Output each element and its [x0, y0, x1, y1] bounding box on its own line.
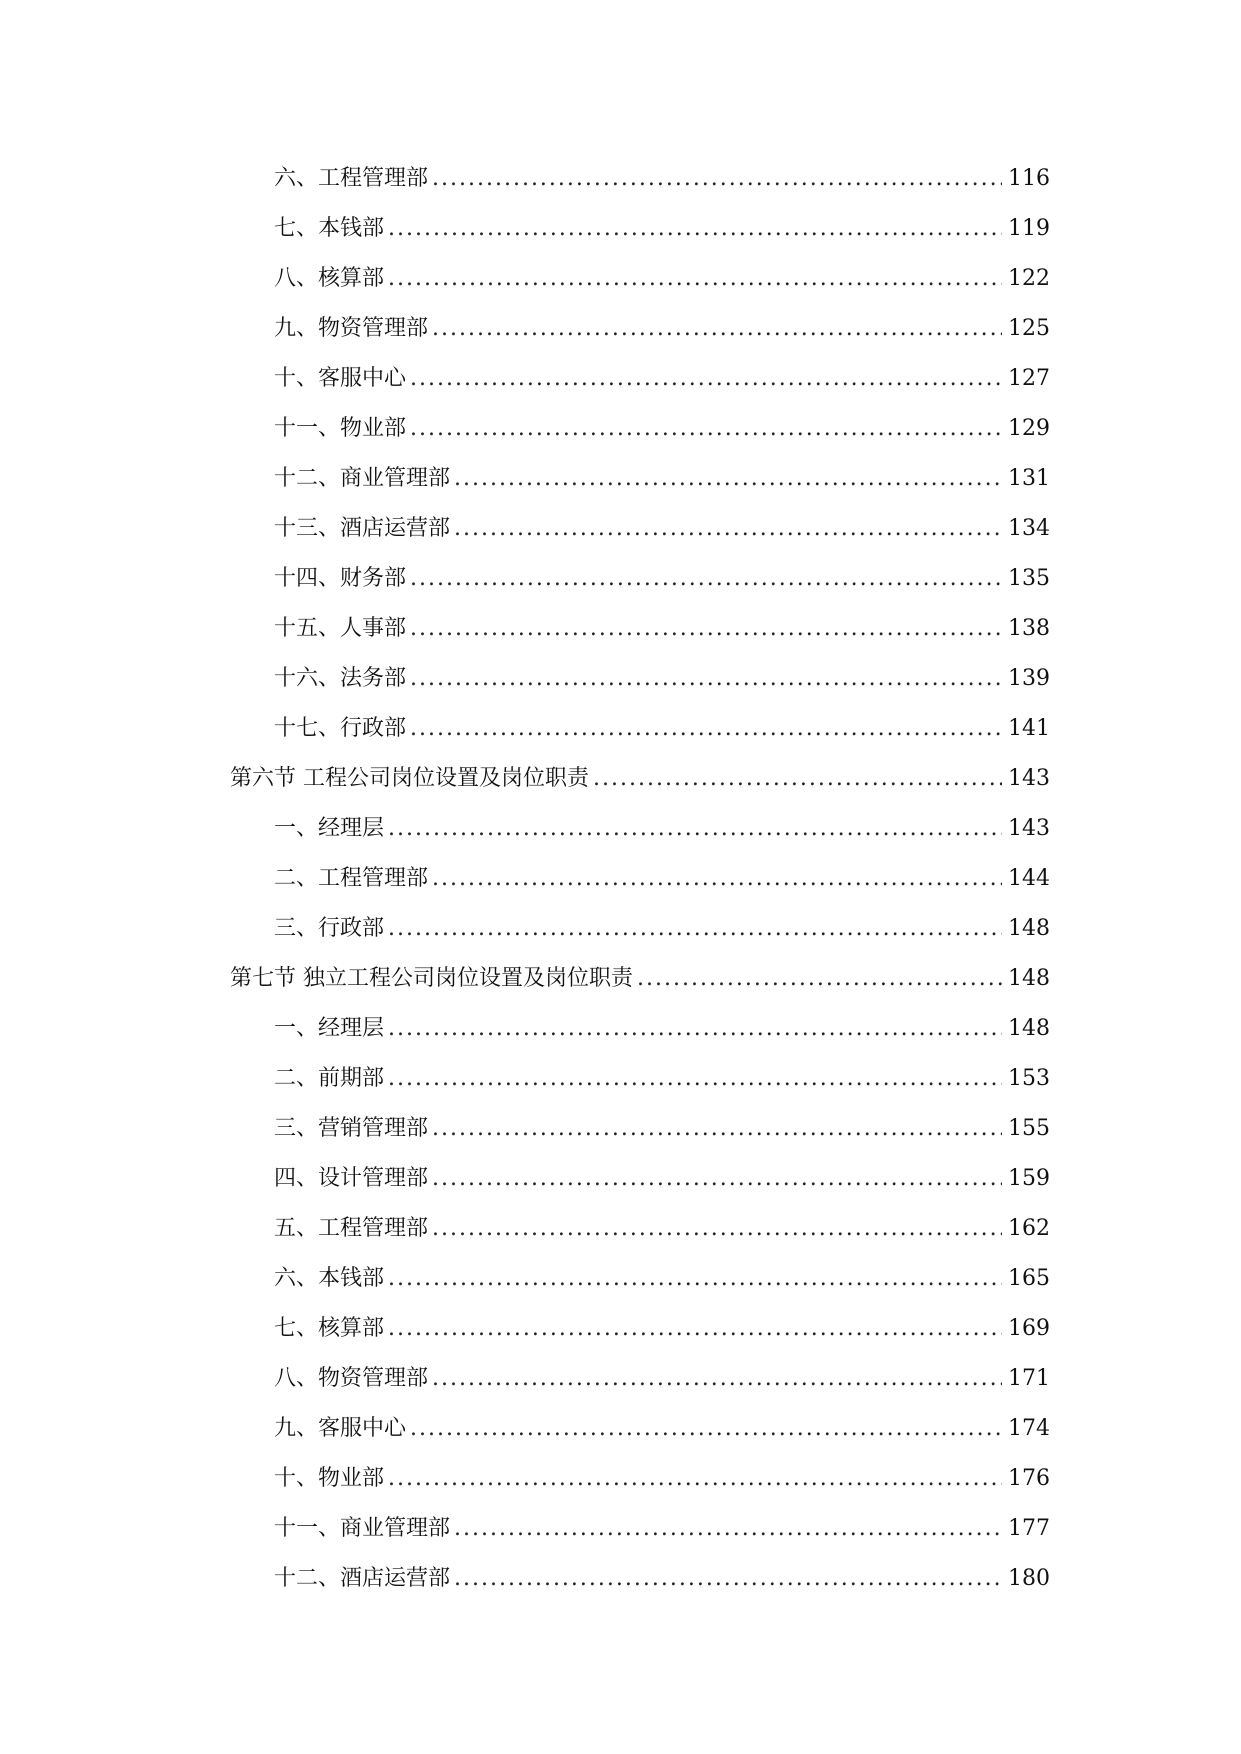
toc-entry-title: 九、客服中心 — [274, 1416, 407, 1441]
toc-subsection-entry[interactable] — [230, 404, 1050, 454]
toc-dot-leader — [388, 904, 1002, 954]
toc-entry-title: 十四、财务部 — [274, 566, 407, 591]
toc-subsection-entry[interactable] — [230, 1154, 1050, 1204]
toc-dot-leader — [432, 1104, 1002, 1154]
toc-dot-leader — [410, 704, 1002, 754]
toc-page-number: 116 — [1008, 166, 1050, 191]
toc-page-number: 171 — [1008, 1366, 1050, 1391]
toc-dot-leader — [432, 1204, 1002, 1254]
toc-section-entry[interactable] — [230, 954, 1050, 1004]
toc-entry-title: 七、本钱部 — [274, 216, 385, 241]
toc-dot-leader — [593, 754, 1002, 804]
toc-entry-title: 第六节 工程公司岗位设置及岗位职责 — [230, 766, 589, 791]
toc-subsection-entry[interactable] — [230, 854, 1050, 904]
toc-entry-title: 六、工程管理部 — [274, 166, 429, 191]
toc-entry-title: 二、工程管理部 — [274, 866, 429, 891]
toc-entry-title: 一、经理层 — [274, 816, 385, 841]
toc-dot-leader — [432, 154, 1002, 204]
toc-page-number: 143 — [1008, 766, 1050, 791]
toc-page-number: 141 — [1008, 716, 1050, 741]
toc-page-number: 153 — [1008, 1066, 1050, 1091]
toc-dot-leader — [388, 1254, 1002, 1304]
toc-subsection-entry[interactable] — [230, 1554, 1050, 1604]
toc-dot-leader — [410, 1404, 1002, 1454]
toc-subsection-entry[interactable] — [230, 1254, 1050, 1304]
toc-entry-title: 八、核算部 — [274, 266, 385, 291]
toc-subsection-entry[interactable] — [230, 1054, 1050, 1104]
toc-entry-title: 十、物业部 — [274, 1466, 385, 1491]
toc-dot-leader — [432, 1354, 1002, 1404]
toc-entry-title: 十二、商业管理部 — [274, 466, 451, 491]
toc-dot-leader — [454, 454, 1002, 504]
toc-page-number: 162 — [1008, 1216, 1050, 1241]
toc-page-number: 131 — [1008, 466, 1050, 491]
toc-page-number: 148 — [1008, 1016, 1050, 1041]
toc-subsection-entry[interactable] — [230, 504, 1050, 554]
toc-page-number: 125 — [1008, 316, 1050, 341]
toc-entry-title: 七、核算部 — [274, 1316, 385, 1341]
toc-page-number: 144 — [1008, 866, 1050, 891]
toc-page-number: 174 — [1008, 1416, 1050, 1441]
toc-dot-leader — [388, 804, 1002, 854]
toc-dot-leader — [454, 1504, 1002, 1554]
toc-entry-title: 第七节 独立工程公司岗位设置及岗位职责 — [230, 966, 633, 991]
toc-page-number: 165 — [1008, 1266, 1050, 1291]
toc-subsection-entry[interactable] — [230, 904, 1050, 954]
toc-page-number: 159 — [1008, 1166, 1050, 1191]
toc-dot-leader — [410, 654, 1002, 704]
toc-page-number: 138 — [1008, 616, 1050, 641]
toc-subsection-entry[interactable] — [230, 1504, 1050, 1554]
toc-page-number: 143 — [1008, 816, 1050, 841]
toc-dot-leader — [432, 854, 1002, 904]
toc-subsection-entry[interactable] — [230, 254, 1050, 304]
toc-page-number: 134 — [1008, 516, 1050, 541]
toc-subsection-entry[interactable] — [230, 304, 1050, 354]
toc-subsection-entry[interactable] — [230, 1454, 1050, 1504]
toc-entry-title: 八、物资管理部 — [274, 1366, 429, 1391]
toc-subsection-entry[interactable] — [230, 1104, 1050, 1154]
toc-subsection-entry[interactable] — [230, 604, 1050, 654]
toc-subsection-entry[interactable] — [230, 1404, 1050, 1454]
toc-page-number: 169 — [1008, 1316, 1050, 1341]
toc-entry-title: 三、营销管理部 — [274, 1116, 429, 1141]
toc-dot-leader — [388, 204, 1002, 254]
toc-entry-title: 十一、商业管理部 — [274, 1516, 451, 1541]
table-of-contents — [230, 154, 1050, 1604]
toc-dot-leader — [454, 1554, 1002, 1604]
toc-entry-title: 十五、人事部 — [274, 616, 407, 641]
toc-entry-title: 五、工程管理部 — [274, 1216, 429, 1241]
toc-page-number: 148 — [1008, 966, 1050, 991]
toc-dot-leader — [388, 1454, 1002, 1504]
toc-subsection-entry[interactable] — [230, 1304, 1050, 1354]
toc-dot-leader — [454, 504, 1002, 554]
toc-entry-title: 二、前期部 — [274, 1066, 385, 1091]
toc-entry-title: 一、经理层 — [274, 1016, 385, 1041]
toc-dot-leader — [388, 1004, 1002, 1054]
toc-entry-title: 十、客服中心 — [274, 366, 407, 391]
toc-entry-title: 十一、物业部 — [274, 416, 407, 441]
toc-entry-title: 九、物资管理部 — [274, 316, 429, 341]
toc-subsection-entry[interactable] — [230, 354, 1050, 404]
toc-subsection-entry[interactable] — [230, 1354, 1050, 1404]
toc-page-number: 148 — [1008, 916, 1050, 941]
toc-dot-leader — [637, 954, 1002, 1004]
toc-entry-title: 十三、酒店运营部 — [274, 516, 451, 541]
toc-dot-leader — [388, 254, 1002, 304]
toc-dot-leader — [432, 1154, 1002, 1204]
toc-dot-leader — [410, 404, 1002, 454]
toc-subsection-entry[interactable] — [230, 1204, 1050, 1254]
toc-dot-leader — [410, 354, 1002, 404]
toc-page-number: 180 — [1008, 1566, 1050, 1591]
toc-page-number: 139 — [1008, 666, 1050, 691]
toc-dot-leader — [388, 1304, 1002, 1354]
toc-entry-title: 十六、法务部 — [274, 666, 407, 691]
toc-page-number: 135 — [1008, 566, 1050, 591]
toc-dot-leader — [410, 554, 1002, 604]
toc-subsection-entry[interactable] — [230, 154, 1050, 204]
toc-page-number: 129 — [1008, 416, 1050, 441]
toc-page-number: 127 — [1008, 366, 1050, 391]
toc-page-number: 177 — [1008, 1516, 1050, 1541]
toc-subsection-entry[interactable] — [230, 804, 1050, 854]
toc-subsection-entry[interactable] — [230, 654, 1050, 704]
toc-section-entry[interactable] — [230, 754, 1050, 804]
toc-subsection-entry[interactable] — [230, 704, 1050, 754]
toc-subsection-entry[interactable] — [230, 204, 1050, 254]
toc-entry-title: 四、设计管理部 — [274, 1166, 429, 1191]
toc-subsection-entry[interactable] — [230, 1004, 1050, 1054]
toc-dot-leader — [432, 304, 1002, 354]
toc-entry-title: 三、行政部 — [274, 916, 385, 941]
toc-dot-leader — [388, 1054, 1002, 1104]
toc-page-number: 176 — [1008, 1466, 1050, 1491]
toc-dot-leader — [410, 604, 1002, 654]
toc-entry-title: 十二、酒店运营部 — [274, 1566, 451, 1591]
toc-page-number: 122 — [1008, 266, 1050, 291]
toc-page-number: 119 — [1008, 216, 1050, 241]
toc-entry-title: 十七、行政部 — [274, 716, 407, 741]
toc-subsection-entry[interactable] — [230, 454, 1050, 504]
toc-entry-title: 六、本钱部 — [274, 1266, 385, 1291]
toc-page-number: 155 — [1008, 1116, 1050, 1141]
toc-subsection-entry[interactable] — [230, 554, 1050, 604]
